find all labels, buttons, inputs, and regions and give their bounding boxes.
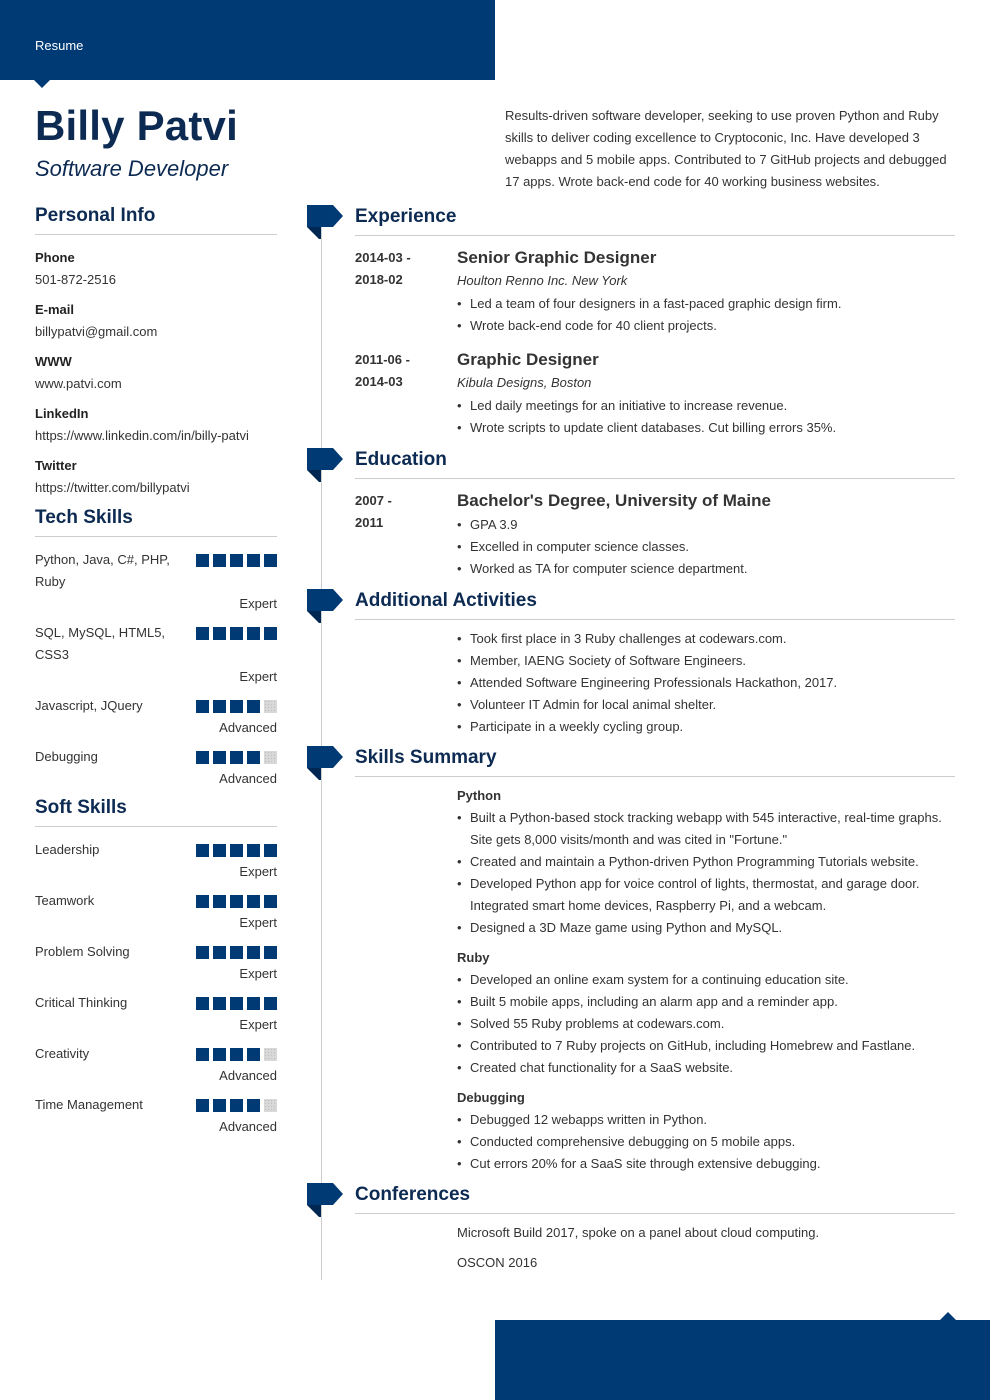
- bullet-item: • Created and maintain a Python-driven Python Programming Tutorials website.: [457, 851, 957, 873]
- rating-square-filled: [247, 1099, 260, 1112]
- entry-body: [457, 1222, 957, 1274]
- skill-name: SQL, MySQL, HTML5, CSS3: [35, 625, 166, 662]
- rating-square-filled: [230, 700, 243, 713]
- email-link[interactable]: billypatvi@gmail.com: [35, 324, 158, 339]
- rating-square-filled: [196, 751, 209, 764]
- rating-square-filled: [196, 627, 209, 640]
- skill-level: Expert: [239, 596, 277, 611]
- rating-square-filled: [196, 844, 209, 857]
- skill-item: [35, 890, 277, 934]
- rating-square-filled: [247, 700, 260, 713]
- job-company: Houlton Renno Inc. New York: [457, 273, 628, 288]
- rating-square-filled: [247, 1048, 260, 1061]
- rating-square-filled: [247, 751, 260, 764]
- skill-group-heading: Debugging: [457, 1090, 525, 1105]
- rating-square-filled: [247, 895, 260, 908]
- skill-row: [35, 890, 277, 912]
- footer-notch: [940, 1312, 956, 1320]
- header-notch: [34, 80, 50, 88]
- rating-square-filled: [230, 844, 243, 857]
- activities-heading: Additional Activities: [355, 590, 955, 620]
- skill-item: [35, 1094, 277, 1138]
- rating-square-filled: [213, 627, 226, 640]
- date-end: 2018-02: [355, 272, 403, 287]
- rating-square-filled: [213, 895, 226, 908]
- personal-info-heading: Personal Info: [35, 205, 277, 235]
- skill-item: [35, 622, 277, 688]
- flag-icon: [307, 448, 343, 482]
- entry-body: [457, 628, 957, 738]
- skill-name: Teamwork: [35, 893, 95, 908]
- bullet-item: • Built 5 mobile apps, including an alarm app and a reminder app.: [457, 991, 957, 1013]
- skill-rating: [196, 1099, 277, 1112]
- skill-item: [35, 695, 277, 739]
- bullet-item: • Debugged 12 webapps written in Python.: [457, 1109, 957, 1131]
- degree-title: Bachelor's Degree, University of Maine: [457, 491, 771, 510]
- bullet-item: • Wrote scripts to update client databases. Cut billing errors 35%.: [457, 417, 957, 439]
- skill-name: Time Management: [35, 1097, 143, 1112]
- skill-item: [35, 992, 277, 1036]
- rating-square-filled: [230, 997, 243, 1010]
- skill-item: [35, 746, 277, 790]
- flag-icon: [307, 205, 343, 239]
- skill-row: [35, 1043, 277, 1065]
- skill-name: Leadership: [35, 842, 100, 857]
- date-start: 2014-03 -: [355, 250, 411, 265]
- rating-square-filled: [230, 554, 243, 567]
- skill-level: Advanced: [219, 720, 277, 735]
- phone-value: 501-872-2516: [35, 272, 116, 287]
- candidate-title: Software Developer: [35, 156, 229, 181]
- rating-square-filled: [264, 627, 277, 640]
- education-bullets: [457, 514, 957, 580]
- rating-square-filled: [230, 751, 243, 764]
- linkedin-link[interactable]: https://www.linkedin.com/in/billy-patvi: [35, 428, 249, 443]
- skill-row: [35, 695, 277, 717]
- info-label: Phone: [35, 250, 75, 265]
- candidate-name: Billy Patvi: [35, 102, 238, 149]
- rating-square-empty: [264, 700, 277, 713]
- rating-square-filled: [247, 946, 260, 959]
- entry-date: [355, 490, 445, 534]
- rating-square-filled: [213, 1099, 226, 1112]
- skill-rating: [196, 895, 277, 908]
- entry-body: [457, 490, 957, 580]
- rating-square-filled: [264, 997, 277, 1010]
- left-column: [35, 205, 277, 1145]
- skill-row: [35, 1094, 277, 1116]
- bullet-item: • Participate in a weekly cycling group.: [457, 716, 957, 738]
- info-email: [35, 299, 277, 343]
- skill-name: Javascript, JQuery: [35, 698, 143, 713]
- entry-body: [457, 349, 957, 439]
- rating-square-filled: [213, 997, 226, 1010]
- rating-square-filled: [213, 946, 226, 959]
- bullet-item: • Cut errors 20% for a SaaS site through extensive debugging.: [457, 1153, 957, 1175]
- rating-square-filled: [247, 997, 260, 1010]
- activities-bullets: [457, 628, 957, 738]
- skill-level: Expert: [239, 669, 277, 684]
- bullet-item: • Volunteer IT Admin for local animal shelter.: [457, 694, 957, 716]
- rating-square-filled: [196, 997, 209, 1010]
- skill-row: [35, 839, 277, 861]
- skill-level: Expert: [239, 915, 277, 930]
- skill-name: Problem Solving: [35, 944, 130, 959]
- personal-info-section: [35, 205, 277, 499]
- rating-square-filled: [264, 844, 277, 857]
- rating-square-filled: [230, 895, 243, 908]
- rating-square-filled: [196, 1048, 209, 1061]
- rating-square-filled: [264, 554, 277, 567]
- skill-group-heading: Ruby: [457, 950, 490, 965]
- footer-band: [495, 1320, 990, 1400]
- bullet-item: • Worked as TA for computer science department.: [457, 558, 957, 580]
- bullet-item: • GPA 3.9: [457, 514, 957, 536]
- rating-square-filled: [213, 700, 226, 713]
- conference-item: Microsoft Build 2017, spoke on a panel about cloud computing.: [457, 1225, 820, 1240]
- tech-skills-heading: Tech Skills: [35, 507, 277, 537]
- rating-square-empty: [264, 1099, 277, 1112]
- skill-name: Debugging: [35, 749, 98, 764]
- skill-level: Expert: [239, 864, 277, 879]
- rating-square-filled: [213, 844, 226, 857]
- info-label: E-mail: [35, 302, 75, 317]
- skill-item: [35, 941, 277, 985]
- skill-group-bullets: [457, 807, 957, 939]
- skill-rating: [196, 700, 277, 713]
- bullet-item: • Designed a 3D Maze game using Python and MySQL.: [457, 917, 957, 939]
- conference-item: OSCON 2016: [457, 1255, 538, 1270]
- rating-square-filled: [230, 1048, 243, 1061]
- soft-skills-section: [35, 797, 277, 1138]
- job-role: Graphic Designer: [457, 350, 599, 369]
- skill-level: Advanced: [219, 771, 277, 786]
- entry-date: [355, 349, 445, 393]
- entry-body: [457, 785, 957, 1175]
- info-twitter: [35, 455, 277, 499]
- rating-square-filled: [247, 844, 260, 857]
- skill-rating: [196, 946, 277, 959]
- rating-square-empty: [264, 1048, 277, 1061]
- skill-rating: [196, 627, 277, 640]
- skill-name: Creativity: [35, 1046, 90, 1061]
- skill-row: [35, 622, 277, 666]
- soft-skills-list: [35, 839, 277, 1138]
- education-heading: Education: [355, 449, 955, 479]
- skill-item: [35, 549, 277, 615]
- bullet-item: • Led a team of four designers in a fast-paced graphic design firm.: [457, 293, 957, 315]
- skill-row: [35, 992, 277, 1014]
- bullet-item: • Developed Python app for voice control of lights, thermostat, and garage door. Integrated smart home devices, Raspberry Pi, and a webcam.: [457, 873, 957, 917]
- date-start: 2007 -: [355, 493, 392, 508]
- rating-square-filled: [213, 1048, 226, 1061]
- info-linkedin: [35, 403, 277, 447]
- flag-icon: [307, 746, 343, 780]
- bullet-item: • Member, IAENG Society of Software Engineers.: [457, 650, 957, 672]
- skill-item: [35, 839, 277, 883]
- rating-square-filled: [213, 751, 226, 764]
- conferences-heading: Conferences: [355, 1184, 955, 1214]
- skill-row: [35, 941, 277, 963]
- info-label: LinkedIn: [35, 406, 89, 421]
- bullet-item: • Created chat functionality for a SaaS website.: [457, 1057, 957, 1079]
- entry-body: [457, 247, 957, 337]
- skill-name: Python, Java, C#, PHP, Ruby: [35, 552, 170, 589]
- flag-icon: [307, 1183, 343, 1217]
- header-band: [0, 0, 495, 80]
- rating-square-filled: [196, 700, 209, 713]
- skill-row: [35, 746, 277, 768]
- tech-skills-list: [35, 549, 277, 790]
- skill-level: Expert: [239, 966, 277, 981]
- bullet-item: • Attended Software Engineering Professionals Hackathon, 2017.: [457, 672, 957, 694]
- skill-rating: [196, 1048, 277, 1061]
- info-label: Twitter: [35, 458, 77, 473]
- skill-row: [35, 549, 277, 593]
- bullet-item: • Developed an online exam system for a continuing education site.: [457, 969, 957, 991]
- info-www: [35, 351, 277, 395]
- date-end: 2014-03: [355, 374, 403, 389]
- flag-icon: [307, 589, 343, 623]
- job-company: Kibula Designs, Boston: [457, 375, 592, 390]
- bullet-item: • Took first place in 3 Ruby challenges at codewars.com.: [457, 628, 957, 650]
- bullet-item: • Led daily meetings for an initiative to increase revenue.: [457, 395, 957, 417]
- date-end: 2011: [355, 515, 384, 530]
- tech-skills-section: [35, 507, 277, 790]
- info-label: WWW: [35, 354, 72, 369]
- skill-rating: [196, 554, 277, 567]
- bullet-item: • Built a Python-based stock tracking webapp with 545 interactive, real-time graphs. Site gets 8,000 visits/month and was cited in "Fortune.": [457, 807, 957, 851]
- soft-skills-heading: Soft Skills: [35, 797, 277, 827]
- skill-rating: [196, 751, 277, 764]
- entry-date: [355, 247, 445, 291]
- date-start: 2011-06 -: [355, 352, 410, 367]
- experience-heading: Experience: [355, 206, 955, 236]
- info-phone: [35, 247, 277, 291]
- rating-square-filled: [247, 554, 260, 567]
- skill-group-bullets: [457, 969, 957, 1079]
- resume-tab-label: Resume: [35, 38, 84, 53]
- skill-group-bullets: [457, 1109, 957, 1175]
- skill-level: Advanced: [219, 1068, 277, 1083]
- skill-item: [35, 1043, 277, 1087]
- rating-square-filled: [230, 1099, 243, 1112]
- skill-rating: [196, 997, 277, 1010]
- rating-square-filled: [230, 946, 243, 959]
- skill-name: Critical Thinking: [35, 995, 128, 1010]
- rating-square-filled: [213, 554, 226, 567]
- skill-group-heading: Python: [457, 788, 502, 803]
- rating-square-filled: [196, 1099, 209, 1112]
- bullet-item: • Excelled in computer science classes.: [457, 536, 957, 558]
- job-bullets: [457, 293, 957, 337]
- bullet-item: • Solved 55 Ruby problems at codewars.com.: [457, 1013, 957, 1035]
- rating-square-empty: [264, 751, 277, 764]
- website-link[interactable]: www.patvi.com: [35, 376, 122, 391]
- twitter-link[interactable]: https://twitter.com/billypatvi: [35, 480, 190, 495]
- bullet-item: • Conducted comprehensive debugging on 5 mobile apps.: [457, 1131, 957, 1153]
- rating-square-filled: [264, 895, 277, 908]
- rating-square-filled: [196, 895, 209, 908]
- job-bullets: [457, 395, 957, 439]
- skills-summary-heading: Skills Summary: [355, 747, 955, 777]
- job-role: Senior Graphic Designer: [457, 248, 657, 267]
- rating-square-filled: [247, 627, 260, 640]
- skill-level: Expert: [239, 1017, 277, 1032]
- rating-square-filled: [264, 946, 277, 959]
- bullet-item: • Wrote back-end code for 40 client projects.: [457, 315, 957, 337]
- profile-summary: Results-driven software developer, seeking to use proven Python and Ruby skills to deliver coding excellence to Cryptoconic, Inc. Have developed 3 webapps and 5 mobile apps. Contributed to 7 GitHub projects and debugged 17 apps. Wrote back-end code for 40 working business websites.: [505, 108, 947, 189]
- rating-square-filled: [230, 627, 243, 640]
- rating-square-filled: [196, 946, 209, 959]
- skill-level: Advanced: [219, 1119, 277, 1134]
- skill-rating: [196, 844, 277, 857]
- rating-square-filled: [196, 554, 209, 567]
- bullet-item: • Contributed to 7 Ruby projects on GitHub, including Homebrew and Fastlane.: [457, 1035, 957, 1057]
